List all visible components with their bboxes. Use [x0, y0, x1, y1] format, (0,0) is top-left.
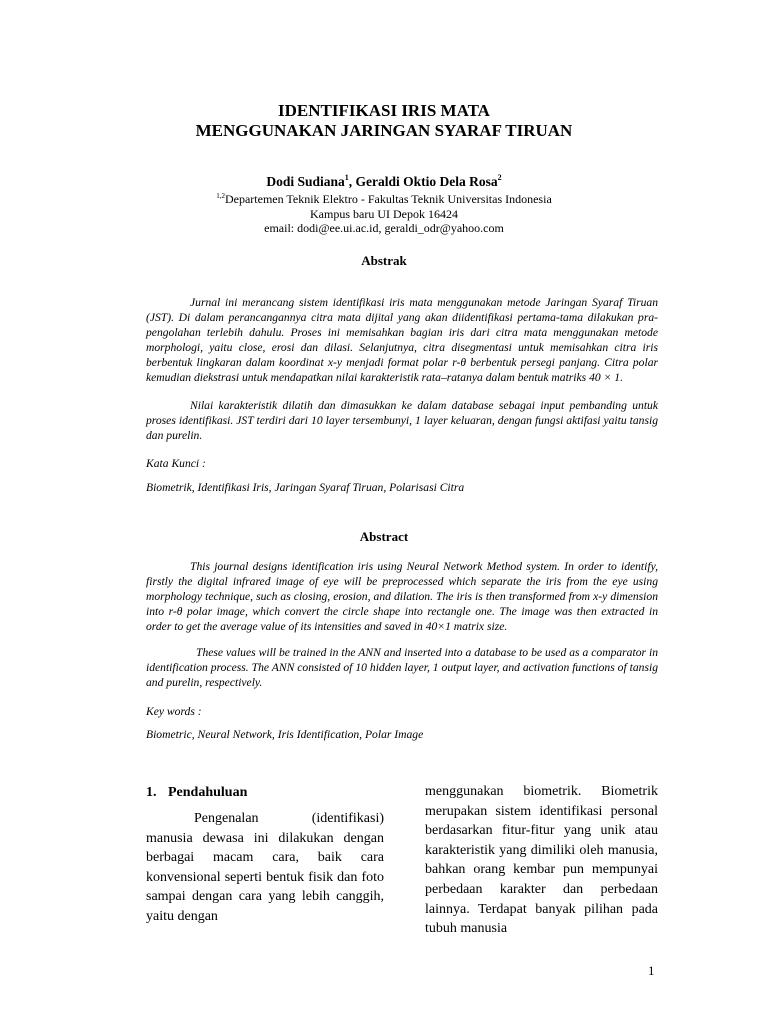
- abstract-paragraph-1: This journal designs identification iris using Neural Network Method system. In order to identify, firstly the digital infrared image of eye will be preprocessed which separate the iris from the eye using morphology technique, such as closing, erosion, and dilation. The iris is then transformed from x-y dimension into r-θ polar image, which convert the circle shape into rectangle one. The image was then extracted in order to get the average value of its intensities and saved in 40×1 matrix size.: [146, 560, 658, 634]
- affiliation-email: email: dodi@ee.ui.ac.id, geraldi_odr@yahoo.com: [264, 221, 504, 235]
- kata-kunci-list: Biometrik, Identifikasi Iris, Jaringan Syaraf Tiruan, Polarisasi Citra: [146, 481, 465, 494]
- affiliation-department-text: Departemen Teknik Elektro - Fakultas Teknik Universitas Indonesia: [224, 192, 552, 206]
- abstract-paragraph-2: These values will be trained in the ANN and inserted into a database to be used as a comparator in identification process. The ANN consisted of 10 hidden layer, 1 output layer, and activation functions of tansig and purelin, respectively.: [146, 646, 658, 690]
- affiliation-department: [0, 192, 768, 207]
- page-number: 1: [648, 963, 655, 978]
- section-1-title: Pendahuluan: [168, 785, 248, 800]
- title-line-1: IDENTIFIKASI IRIS MATA: [278, 101, 490, 120]
- right-column: [425, 782, 658, 939]
- abstrak-paragraph-1: Jurnal ini merancang sistem identifikasi iris mata menggunakan metode Jaringan Syaraf Tiruan (JST). Di dalam perancangannya citra mata dijital yang akan diidentifikasi pertama-tama dilakukan pra-pengolahan terlebih dahulu. Proses ini memisahkan bagian iris dari citra mata menggunakan metode morphologi, yaitu close, erosi dan dilasi. Selanjutnya, citra disegmentasi untuk memisahkan citra iris berbentuk lingkaran dalam koordinat x-y menjadi format polar r-θ berbentuk persegi panjang. Citra polar kemudian diekstrasi untuk mendapatkan nilai karakteristik rata–ratanya dalam bentuk matriks 40 × 1.: [146, 296, 658, 385]
- author-2-affiliation-mark: 2: [497, 173, 502, 182]
- affiliation-mark: 1,2: [216, 192, 225, 200]
- abstract-heading: Abstract: [359, 529, 409, 544]
- author-2: Geraldi Oktio Dela Rosa: [355, 174, 498, 189]
- abstrak-heading: Abstrak: [361, 253, 407, 268]
- section-1-heading: [146, 784, 247, 802]
- author-1-affiliation-mark: 1: [344, 173, 349, 182]
- author-1: Dodi Sudiana: [266, 174, 345, 189]
- left-column: [146, 809, 384, 927]
- author-list: [0, 174, 768, 190]
- paper-title: [0, 101, 768, 141]
- affiliation-address: Kampus baru UI Depok 16424: [310, 207, 458, 221]
- key-words-label: Key words :: [146, 705, 202, 718]
- section-1-left-text: Pengenalan (identifikasi) manusia dewasa ini dilakukan dengan berbagai macam cara, baik cara konvensional seperti bentuk fisik dan foto sampai dengan cara yang lebih canggih, yaitu dengan: [146, 811, 384, 924]
- title-line-2: MENGGUNAKAN JARINGAN SYARAF TIRUAN: [195, 121, 573, 140]
- kata-kunci-label: Kata Kunci :: [146, 457, 206, 470]
- key-words-list: Biometric, Neural Network, Iris Identification, Polar Image: [146, 728, 424, 741]
- section-1-number: 1.: [146, 785, 157, 800]
- section-1-right-text: menggunakan biometrik. Biometrik merupakan sistem identifikasi personal berdasarkan fitur-fitur yang unik atau karakteristik yang dimiliki oleh manusia, bahkan orang kembar pun mempunyai perbedaan karakter dan perbedaan lainnya. Terdapat banyak pilihan pada tubuh manusia: [425, 784, 658, 937]
- abstrak-paragraph-2: Nilai karakteristik dilatih dan dimasukkan ke dalam database sebagai input pembanding untuk proses identifikasi. JST terdiri dari 10 layer tersembunyi, 1 layer keluaran, dengan fungsi aktifasi yaitu tansig dan purelin.: [146, 399, 658, 443]
- author-separator: ,: [348, 174, 356, 189]
